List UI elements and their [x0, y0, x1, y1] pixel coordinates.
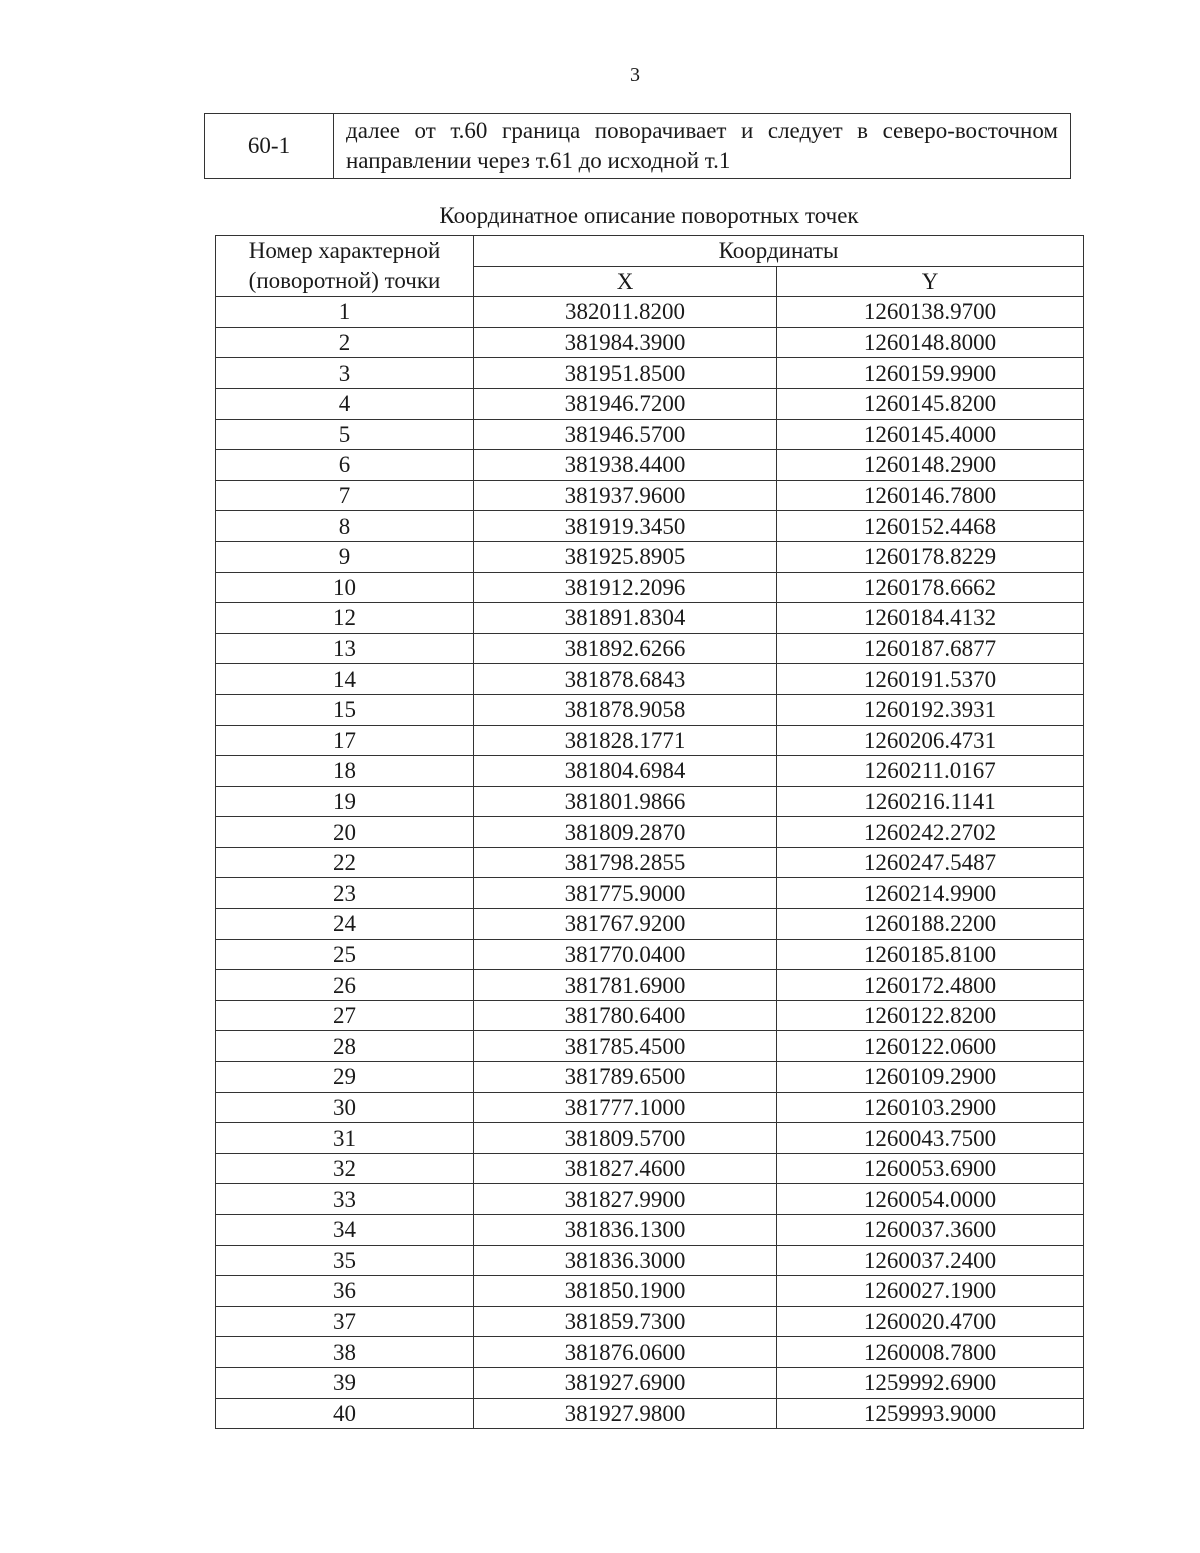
y-coordinate-cell: 1260148.8000 [777, 327, 1084, 358]
table-row [216, 1367, 1084, 1398]
segment-id: 60-1 [205, 114, 334, 179]
header-y: Y [777, 266, 1084, 297]
x-coordinate-cell: 381951.8500 [474, 358, 777, 389]
point-number-cell: 33 [216, 1184, 474, 1215]
table-row [216, 572, 1084, 603]
y-coordinate-cell: 1260053.6900 [777, 1153, 1084, 1184]
x-coordinate-cell: 381919.3450 [474, 511, 777, 542]
point-number-cell: 8 [216, 511, 474, 542]
y-coordinate-cell: 1260242.2702 [777, 817, 1084, 848]
y-coordinate-cell: 1260185.8100 [777, 939, 1084, 970]
y-coordinate-cell: 1260145.4000 [777, 419, 1084, 450]
point-number-cell: 20 [216, 817, 474, 848]
table-row [216, 1031, 1084, 1062]
table-row [216, 878, 1084, 909]
x-coordinate-cell: 381827.9900 [474, 1184, 777, 1215]
x-coordinate-cell: 381850.1900 [474, 1276, 777, 1307]
point-number-cell: 12 [216, 603, 474, 634]
x-coordinate-cell: 381780.6400 [474, 1000, 777, 1031]
point-number-cell: 38 [216, 1337, 474, 1368]
y-coordinate-cell: 1260008.7800 [777, 1337, 1084, 1368]
table-row [216, 450, 1084, 481]
point-number-cell: 6 [216, 450, 474, 481]
y-coordinate-cell: 1260214.9900 [777, 878, 1084, 909]
point-number-cell: 18 [216, 756, 474, 787]
x-coordinate-cell: 381770.0400 [474, 939, 777, 970]
point-number-cell: 25 [216, 939, 474, 970]
x-coordinate-cell: 381804.6984 [474, 756, 777, 787]
table-row [216, 603, 1084, 634]
y-coordinate-cell: 1260152.4468 [777, 511, 1084, 542]
y-coordinate-cell: 1260109.2900 [777, 1062, 1084, 1093]
table-row [216, 1276, 1084, 1307]
x-coordinate-cell: 381912.2096 [474, 572, 777, 603]
table-row [216, 725, 1084, 756]
table-row [216, 1000, 1084, 1031]
y-coordinate-cell: 1260037.2400 [777, 1245, 1084, 1276]
y-coordinate-cell: 1260148.2900 [777, 450, 1084, 481]
x-coordinate-cell: 381801.9866 [474, 786, 777, 817]
x-coordinate-cell: 382011.8200 [474, 297, 777, 328]
x-coordinate-cell: 381927.6900 [474, 1367, 777, 1398]
y-coordinate-cell: 1260159.9900 [777, 358, 1084, 389]
table-row [216, 1062, 1084, 1093]
y-coordinate-cell: 1260188.2200 [777, 909, 1084, 940]
point-number-cell: 1 [216, 297, 474, 328]
table-row [216, 664, 1084, 695]
x-coordinate-cell: 381859.7300 [474, 1306, 777, 1337]
x-coordinate-cell: 381984.3900 [474, 327, 777, 358]
table-row [216, 939, 1084, 970]
boundary-description-table [204, 113, 1071, 179]
x-coordinate-cell: 381925.8905 [474, 541, 777, 572]
table-row [216, 511, 1084, 542]
y-coordinate-cell: 1260020.4700 [777, 1306, 1084, 1337]
point-number-cell: 27 [216, 1000, 474, 1031]
x-coordinate-cell: 381836.3000 [474, 1245, 777, 1276]
table-row [216, 970, 1084, 1001]
y-coordinate-cell: 1259993.9000 [777, 1398, 1084, 1429]
point-number-cell: 23 [216, 878, 474, 909]
y-coordinate-cell: 1260184.4132 [777, 603, 1084, 634]
table-row [216, 1123, 1084, 1154]
y-coordinate-cell: 1260027.1900 [777, 1276, 1084, 1307]
x-coordinate-cell: 381775.9000 [474, 878, 777, 909]
y-coordinate-cell: 1260146.7800 [777, 480, 1084, 511]
table-row [216, 786, 1084, 817]
point-number-cell: 26 [216, 970, 474, 1001]
point-number-cell: 10 [216, 572, 474, 603]
y-coordinate-cell: 1260192.3931 [777, 694, 1084, 725]
x-coordinate-cell: 381781.6900 [474, 970, 777, 1001]
point-number-cell: 22 [216, 847, 474, 878]
table-row [216, 756, 1084, 787]
table-row [216, 1245, 1084, 1276]
point-number-cell: 31 [216, 1123, 474, 1154]
point-number-cell: 17 [216, 725, 474, 756]
y-coordinate-cell: 1260247.5487 [777, 847, 1084, 878]
table-row [216, 1184, 1084, 1215]
table-row [216, 847, 1084, 878]
y-coordinate-cell: 1260178.6662 [777, 572, 1084, 603]
y-coordinate-cell: 1260211.0167 [777, 756, 1084, 787]
x-coordinate-cell: 381938.4400 [474, 450, 777, 481]
header-point-number: Номер характерной (поворотной) точки [216, 236, 474, 297]
x-coordinate-cell: 381809.2870 [474, 817, 777, 848]
point-number-cell: 19 [216, 786, 474, 817]
point-number-cell: 36 [216, 1276, 474, 1307]
boundary-description-row [205, 114, 1071, 179]
coordinates-table [215, 235, 1084, 1429]
table-row [216, 1337, 1084, 1368]
x-coordinate-cell: 381878.9058 [474, 694, 777, 725]
table-row [216, 694, 1084, 725]
x-coordinate-cell: 381946.7200 [474, 388, 777, 419]
x-coordinate-cell: 381798.2855 [474, 847, 777, 878]
y-coordinate-cell: 1260054.0000 [777, 1184, 1084, 1215]
point-number-cell: 3 [216, 358, 474, 389]
x-coordinate-cell: 381827.4600 [474, 1153, 777, 1184]
y-coordinate-cell: 1260103.2900 [777, 1092, 1084, 1123]
header-coordinates: Координаты [474, 236, 1084, 267]
point-number-cell: 32 [216, 1153, 474, 1184]
table-row [216, 1398, 1084, 1429]
point-number-cell: 40 [216, 1398, 474, 1429]
point-number-cell: 37 [216, 1306, 474, 1337]
x-coordinate-cell: 381927.9800 [474, 1398, 777, 1429]
x-coordinate-cell: 381946.5700 [474, 419, 777, 450]
y-coordinate-cell: 1260145.8200 [777, 388, 1084, 419]
point-number-cell: 14 [216, 664, 474, 695]
point-number-cell: 39 [216, 1367, 474, 1398]
x-coordinate-cell: 381892.6266 [474, 633, 777, 664]
segment-description: далее от т.60 граница поворачивает и следует в северо-восточном направлении через т.61 до исходной т.1 [334, 114, 1071, 179]
table-row [216, 1306, 1084, 1337]
table-row [216, 909, 1084, 940]
x-coordinate-cell: 381836.1300 [474, 1215, 777, 1246]
table-row [216, 480, 1084, 511]
y-coordinate-cell: 1260122.8200 [777, 1000, 1084, 1031]
x-coordinate-cell: 381937.9600 [474, 480, 777, 511]
y-coordinate-cell: 1260206.4731 [777, 725, 1084, 756]
point-number-cell: 35 [216, 1245, 474, 1276]
point-number-cell: 15 [216, 694, 474, 725]
y-coordinate-cell: 1260043.7500 [777, 1123, 1084, 1154]
table-row [216, 419, 1084, 450]
y-coordinate-cell: 1259992.6900 [777, 1367, 1084, 1398]
table-caption: Координатное описание поворотных точек [439, 203, 859, 228]
point-number-cell: 28 [216, 1031, 474, 1062]
point-number-cell: 13 [216, 633, 474, 664]
page-number: 3 [630, 64, 640, 86]
y-coordinate-cell: 1260122.0600 [777, 1031, 1084, 1062]
table-row [216, 1092, 1084, 1123]
y-coordinate-cell: 1260037.3600 [777, 1215, 1084, 1246]
x-coordinate-cell: 381777.1000 [474, 1092, 777, 1123]
point-number-cell: 2 [216, 327, 474, 358]
table-row [216, 327, 1084, 358]
x-coordinate-cell: 381789.6500 [474, 1062, 777, 1093]
x-coordinate-cell: 381876.0600 [474, 1337, 777, 1368]
table-row [216, 541, 1084, 572]
point-number-cell: 29 [216, 1062, 474, 1093]
coordinates-table-body [216, 297, 1084, 1429]
point-number-cell: 9 [216, 541, 474, 572]
y-coordinate-cell: 1260191.5370 [777, 664, 1084, 695]
table-row [216, 1215, 1084, 1246]
point-number-cell: 7 [216, 480, 474, 511]
table-row [216, 358, 1084, 389]
table-row [216, 1153, 1084, 1184]
y-coordinate-cell: 1260216.1141 [777, 786, 1084, 817]
y-coordinate-cell: 1260138.9700 [777, 297, 1084, 328]
point-number-cell: 30 [216, 1092, 474, 1123]
point-number-cell: 24 [216, 909, 474, 940]
header-row [216, 236, 1084, 267]
table-row [216, 388, 1084, 419]
table-row [216, 817, 1084, 848]
x-coordinate-cell: 381828.1771 [474, 725, 777, 756]
x-coordinate-cell: 381809.5700 [474, 1123, 777, 1154]
table-row [216, 297, 1084, 328]
header-x: X [474, 266, 777, 297]
point-number-cell: 34 [216, 1215, 474, 1246]
point-number-cell: 5 [216, 419, 474, 450]
table-row [216, 633, 1084, 664]
point-number-cell: 4 [216, 388, 474, 419]
x-coordinate-cell: 381878.6843 [474, 664, 777, 695]
x-coordinate-cell: 381891.8304 [474, 603, 777, 634]
y-coordinate-cell: 1260187.6877 [777, 633, 1084, 664]
x-coordinate-cell: 381785.4500 [474, 1031, 777, 1062]
x-coordinate-cell: 381767.9200 [474, 909, 777, 940]
y-coordinate-cell: 1260172.4800 [777, 970, 1084, 1001]
y-coordinate-cell: 1260178.8229 [777, 541, 1084, 572]
